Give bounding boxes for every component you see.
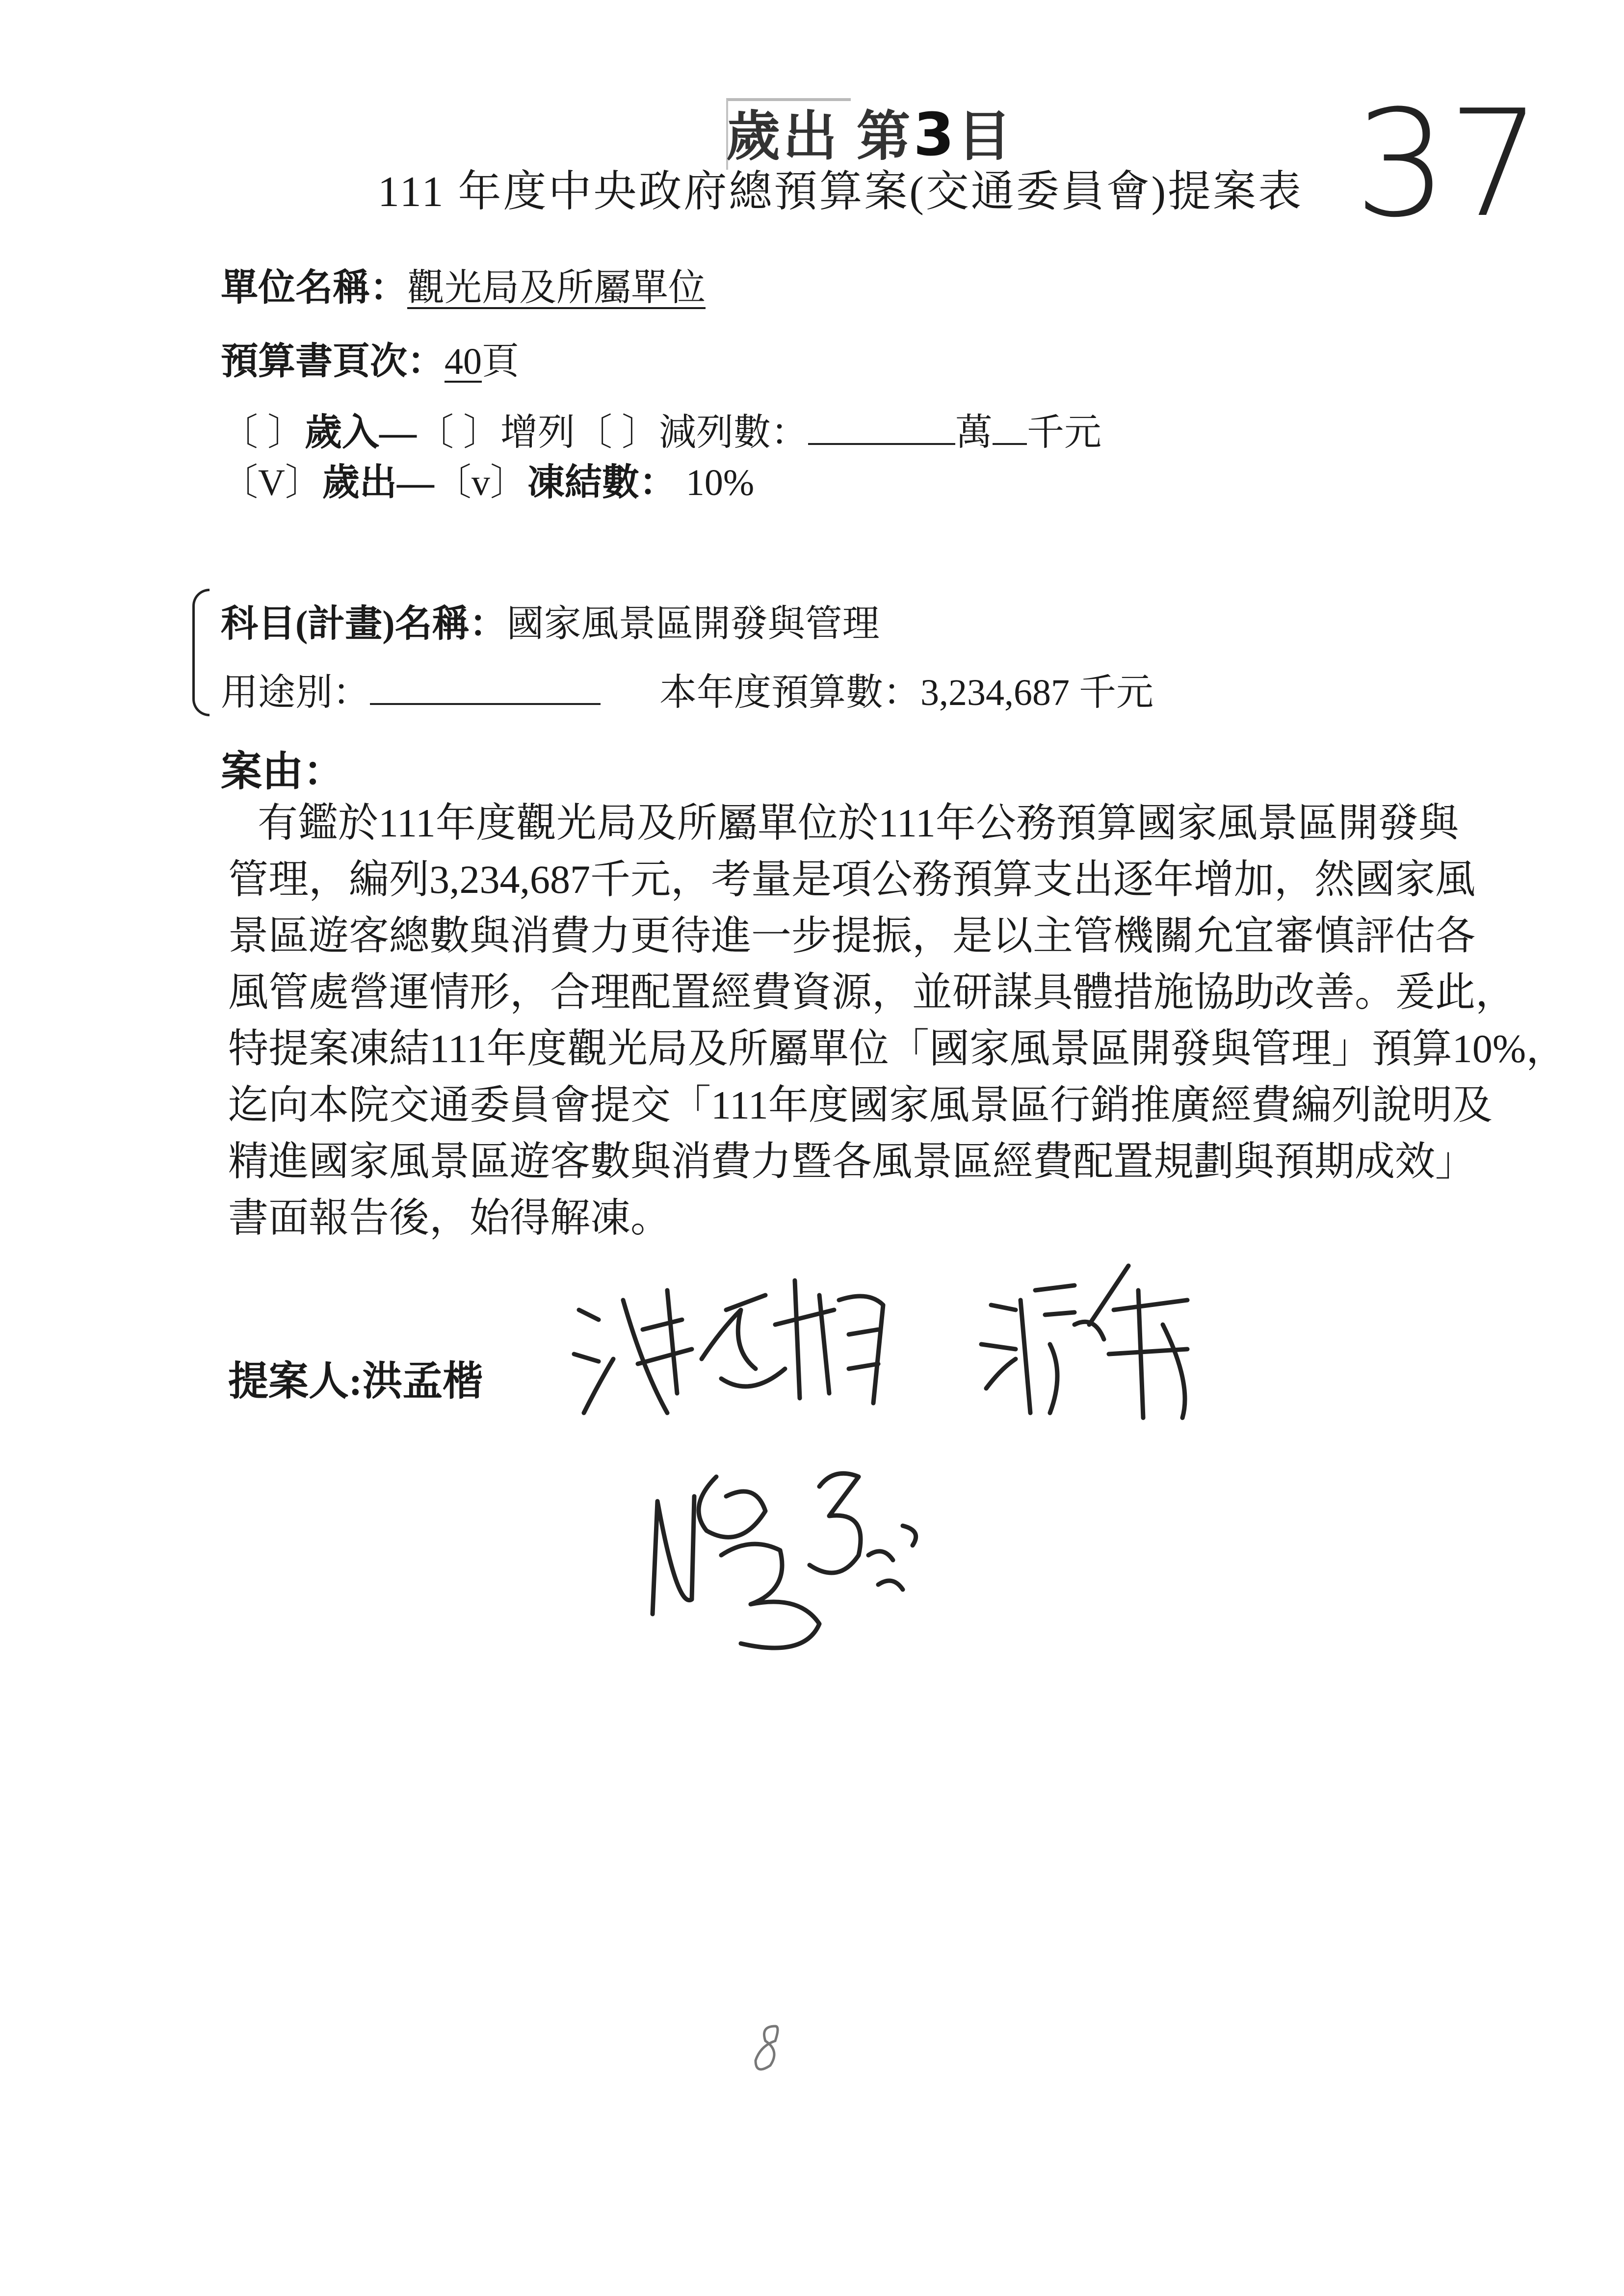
document-title: 111 年度中央政府總預算案(交通委員會)提案表	[378, 168, 1304, 216]
reason-line: 風管處營運情形，合理配置經費資源，並研謀具體措施協助改善。爰此，	[228, 970, 1516, 1015]
wan-unit: 萬	[955, 412, 993, 453]
expense-row	[221, 452, 754, 506]
subject-label: 科目(計畫)名稱：	[221, 603, 507, 645]
reason-line: 特提案凍結111年度觀光局及所屬單位「國家風景區開發與管理」預算10%，	[228, 1026, 1567, 1071]
proposer-row	[228, 1349, 483, 1407]
increase-checkbox: 〔 〕	[417, 412, 500, 453]
signature-1	[574, 1280, 883, 1413]
freeze-checkbox: 〔v〕	[434, 462, 527, 503]
revenue-row	[221, 402, 1101, 456]
handwritten-page-number: 37	[1354, 78, 1542, 250]
freeze-value: 10%	[685, 462, 755, 503]
reason-line: 管理，編列3,234,687千元，考量是項公務預算支出逐年增加，然國家風	[228, 857, 1476, 902]
reason-heading: 案由：	[221, 749, 345, 795]
unit-name-label: 單位名稱：	[221, 267, 407, 309]
annual-budget-label: 本年度預算數：	[659, 672, 920, 713]
subject-row	[221, 594, 880, 647]
budget-page-row	[221, 331, 519, 385]
usage-blank	[370, 674, 601, 705]
budget-page-label: 預算書頁次：	[221, 341, 445, 382]
usage-label: 用途別：	[221, 672, 370, 713]
decrease-checkbox: 〔 〕	[575, 412, 659, 453]
subject-value: 國家風景區開發與管理	[506, 603, 880, 645]
proposer-label: 提案人:	[228, 1359, 363, 1404]
thousand-blank	[993, 414, 1027, 445]
reason-line: 精進國家風景區遊客數與消費力暨各風景區經費配置規劃與預期成效」	[228, 1139, 1476, 1184]
amount-blank	[808, 414, 955, 445]
decrease-label: 減列數：	[659, 412, 808, 453]
bracket	[192, 589, 210, 716]
reason-line: 迄向本院交通委員會提交「111年度國家風景區行銷推廣經費編列說明及	[228, 1083, 1493, 1127]
usage-row	[221, 662, 1153, 716]
reason-line: 有鑑於111年度觀光局及所屬單位於111年公務預算國家風景區開發與	[258, 801, 1459, 845]
handwritten-signatures	[564, 1251, 1300, 1668]
expense-checkbox: 〔V〕	[221, 462, 322, 503]
unit-name-value: 觀光局及所屬單位	[407, 267, 706, 309]
thousand-unit: 千元	[1027, 412, 1101, 453]
stamp-prefix: 歲出 第	[726, 107, 914, 167]
stamp-suffix: 目	[957, 107, 1014, 167]
signature-2	[981, 1266, 1187, 1418]
revenue-checkbox: 〔 〕	[221, 412, 305, 453]
revenue-label: 歲入—	[305, 412, 417, 453]
handwritten-mark-8	[751, 2021, 790, 2080]
unit-name-row	[221, 258, 706, 311]
budget-page-suffix: 頁	[482, 341, 519, 382]
expense-label: 歲出—	[322, 462, 434, 503]
increase-label: 增列	[500, 412, 575, 453]
stamp-number: 3	[913, 101, 957, 169]
annual-budget-value: 3,234,687 千元	[920, 672, 1153, 713]
reason-line: 書面報告後，始得解凍。	[228, 1196, 671, 1240]
budget-page-value: 40	[445, 341, 482, 382]
proposer-name: 洪孟楷	[362, 1359, 483, 1404]
signature-3	[653, 1473, 916, 1648]
reason-line: 景區遊客總數與消費力更待進一步提振，是以主管機關允宜審慎評估各	[228, 913, 1476, 958]
reason-body	[228, 795, 1567, 1246]
freeze-label: 凍結數：	[527, 462, 677, 503]
